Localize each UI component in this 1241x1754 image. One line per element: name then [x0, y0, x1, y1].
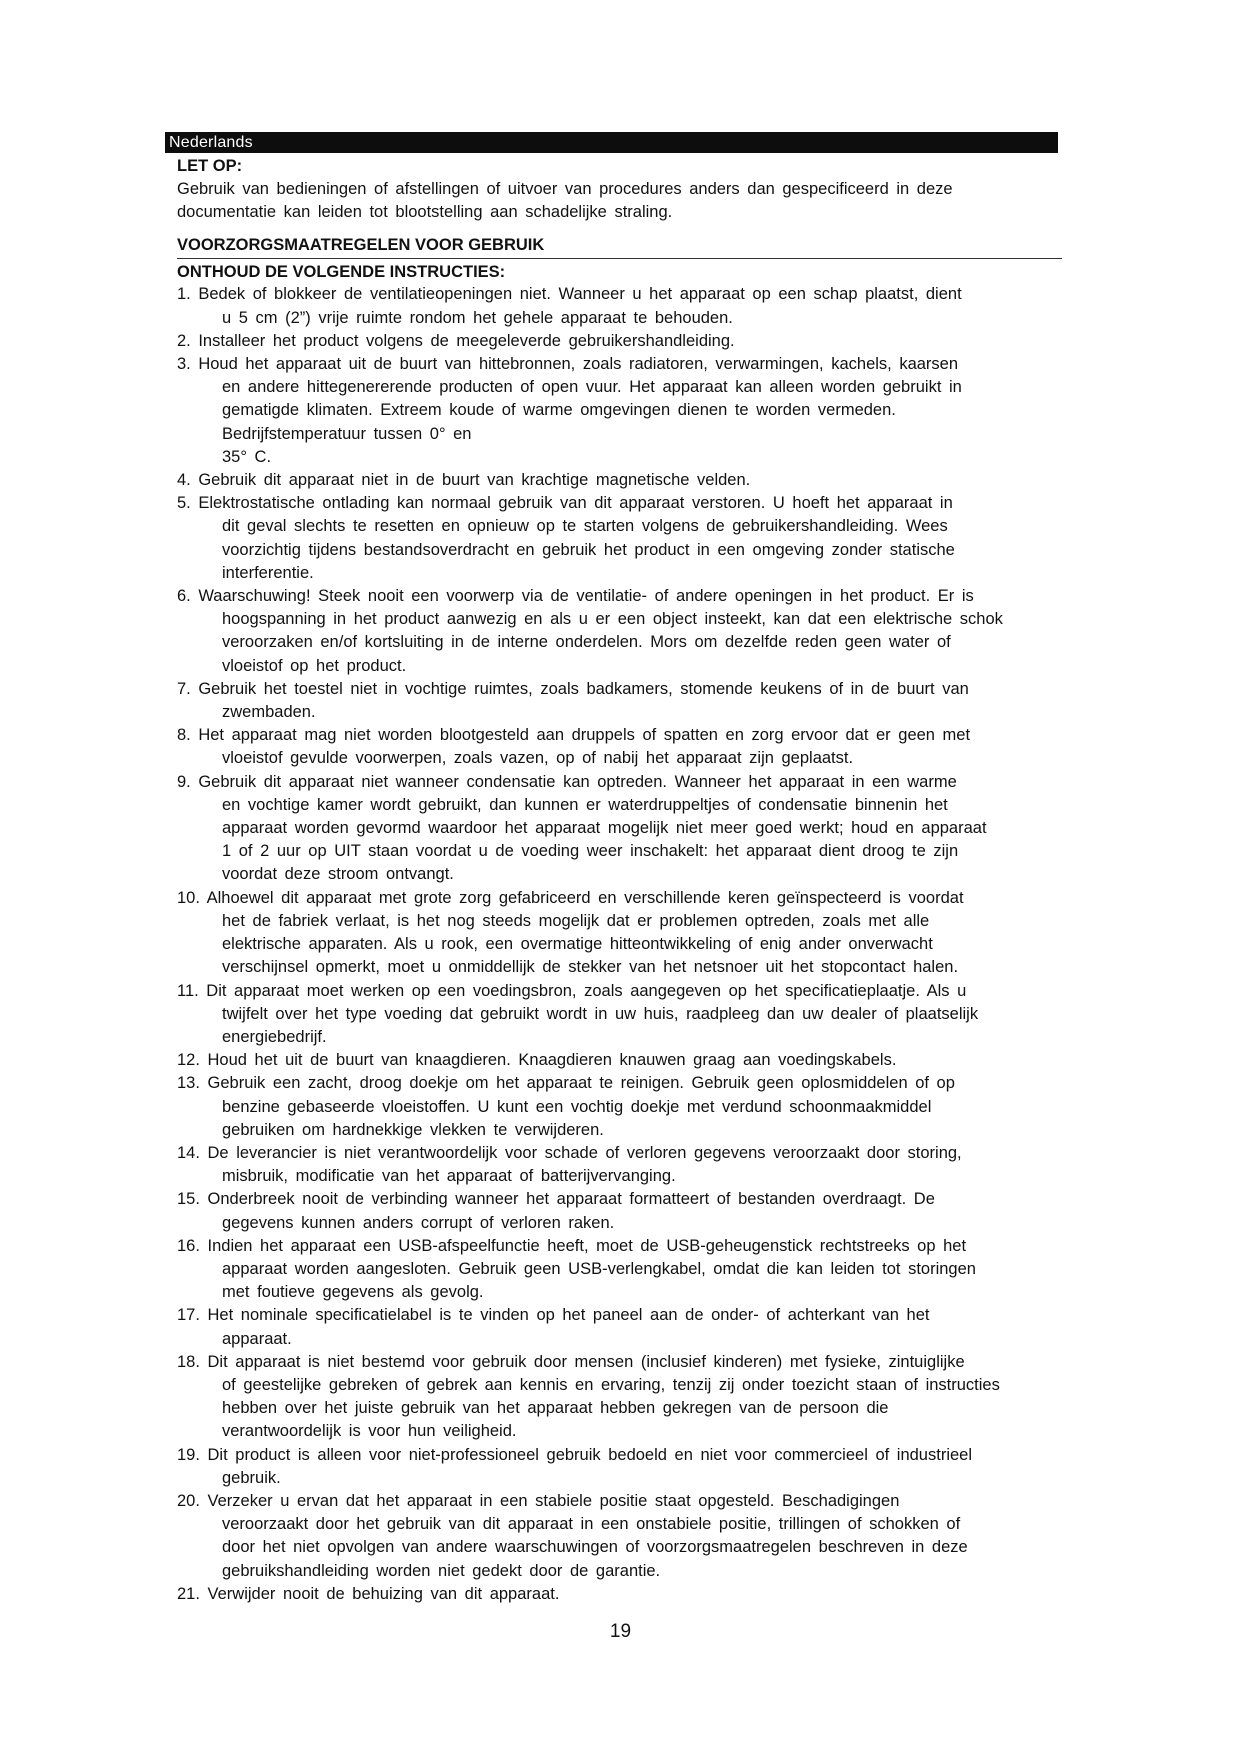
- list-item: [177, 1188, 1152, 1234]
- list-item: [177, 283, 1152, 329]
- list-item-text: 9. Gebruik dit apparaat niet wanneer condensatie kan optreden. Wanneer het apparaat in een warme: [177, 772, 957, 791]
- list-item-continuation: Bedrijfstemperatuur tussen 0° en: [222, 424, 472, 443]
- page-content: [177, 155, 1152, 1606]
- language-tab: Nederlands: [165, 132, 1058, 153]
- list-item-continuation: benzine gebaseerde vloeistoffen. U kunt een vochtig doekje met verdund schoonmaakmiddel: [222, 1097, 932, 1116]
- list-item-text: 5. Elektrostatische ontlading kan normaal gebruik van dit apparaat verstoren. U hoeft het apparaat in: [177, 494, 953, 513]
- list-item-continuation: gebruiken om hardnekkige vlekken te verwijderen.: [222, 1120, 604, 1139]
- list-item-continuation: gebruikshandleiding worden niet gedekt door de garantie.: [222, 1561, 661, 1580]
- list-item-continuation: verantwoordelijk is voor hun veiligheid.: [222, 1422, 517, 1441]
- list-item-continuation: gematigde klimaten. Extreem koude of warme omgevingen dienen te worden vermeden.: [222, 401, 896, 420]
- precautions-title: VOORZORGSMAATREGELEN VOOR GEBRUIK: [177, 234, 1062, 259]
- list-item-continuation: zwembaden.: [222, 703, 316, 722]
- list-item-continuation: apparaat.: [222, 1329, 292, 1348]
- list-item-continuation: voordat deze stroom ontvangt.: [222, 865, 454, 884]
- list-item: [177, 353, 1152, 469]
- list-item-text: 15. Onderbreek nooit de verbinding wanneer het apparaat formatteert of bestanden overdraagt. De: [177, 1190, 935, 1209]
- list-item-text: 13. Gebruik een zacht, droog doekje om het apparaat te reinigen. Gebruik geen oplosmiddelen of op: [177, 1074, 955, 1093]
- list-item-continuation: en andere hittegenererende producten of open vuur. Het apparaat kan alleen worden gebruikt in: [222, 378, 962, 397]
- list-item: [177, 771, 1152, 887]
- list-item: [177, 887, 1152, 980]
- list-item: [177, 1583, 1152, 1606]
- list-item-continuation: 35° C.: [222, 447, 272, 466]
- caution-text-line: documentatie kan leiden tot blootstelling aan schadelijke straling.: [177, 203, 673, 222]
- page-number: 19: [609, 1621, 632, 1642]
- list-item: [177, 1049, 1152, 1072]
- list-item-continuation: veroorzaken en/of kortsluiting in de interne onderdelen. Mors om dezelfde reden geen water of: [222, 633, 951, 652]
- list-item-text: 18. Dit apparaat is niet bestemd voor gebruik door mensen (inclusief kinderen) met fysieke, zintuiglijke: [177, 1352, 965, 1371]
- caution-text-line: Gebruik van bedieningen of afstellingen of uitvoer van procedures anders dan gespecificeerd in deze: [177, 180, 953, 198]
- list-item-continuation: hoogspanning in het product aanwezig en als u er een object insteekt, kan dat een elektrische schok: [222, 610, 1003, 629]
- list-item: [177, 492, 1152, 585]
- list-item-continuation: gegevens kunnen anders corrupt of verloren raken.: [222, 1213, 615, 1232]
- list-item-continuation: met foutieve gegevens als gevolg.: [222, 1283, 484, 1302]
- list-item-continuation: hebben over het juiste gebruik van het apparaat hebben gekregen van de persoon die: [222, 1399, 889, 1418]
- list-item-continuation: interferentie.: [222, 563, 314, 582]
- remember-title: ONTHOUD DE VOLGENDE INSTRUCTIES:: [177, 263, 506, 282]
- list-item: [177, 1490, 1152, 1583]
- caution-text: [177, 178, 1152, 224]
- list-item-continuation: gebruik.: [222, 1468, 281, 1487]
- list-item-continuation: apparaat worden gevormd waardoor het apparaat mogelijk niet meer goed werkt; houd en apparaat: [222, 819, 987, 838]
- list-item-text: 4. Gebruik dit apparaat niet in de buurt van krachtige magnetische velden.: [177, 471, 751, 490]
- list-item-text: 3. Houd het apparaat uit de buurt van hittebronnen, zoals radiatoren, verwarmingen, kachels, kaarsen: [177, 355, 959, 374]
- list-item-continuation: en vochtige kamer wordt gebruikt, dan kunnen er waterdruppeltjes of condensatie binnenin het: [222, 795, 948, 814]
- list-item-continuation: twijfelt over het type voeding dat gebruikt wordt in uw huis, raadpleeg dan uw dealer of plaatselijk: [222, 1004, 979, 1023]
- list-item-continuation: het de fabriek verlaat, is het nog steeds mogelijk dat er problemen optreden, zoals met alle: [222, 911, 930, 930]
- instructions-list: [177, 283, 1152, 1606]
- list-item-text: 8. Het apparaat mag niet worden blootgesteld aan druppels of spatten en zorg ervoor dat er geen met: [177, 726, 971, 745]
- list-item: [177, 1444, 1152, 1490]
- list-item-continuation: of geestelijke gebreken of gebrek aan kennis en ervaring, tenzij zij onder toezicht staan of instructies: [222, 1375, 1000, 1394]
- list-item: [177, 980, 1152, 1050]
- list-item-continuation: 1 of 2 uur op UIT staan voordat u de voeding weer inschakelt: het apparaat dient droog te zijn: [222, 842, 959, 861]
- list-item-text: 12. Houd het uit de buurt van knaagdieren. Knaagdieren knauwen graag aan voedingskabels.: [177, 1051, 897, 1070]
- list-item-continuation: vloeistof gevulde voorwerpen, zoals vazen, op of nabij het apparaat zijn geplaatst.: [222, 749, 854, 768]
- list-item-text: 20. Verzeker u ervan dat het apparaat in een stabiele positie staat opgesteld. Beschadigingen: [177, 1491, 900, 1510]
- list-item: [177, 1235, 1152, 1305]
- list-item-text: 21. Verwijder nooit de behuizing van dit apparaat.: [177, 1584, 560, 1603]
- list-item-continuation: elektrische apparaten. Als u rook, een overmatige hitteontwikkeling of enig ander onverwacht: [222, 935, 933, 954]
- list-item-text: 10. Alhoewel dit apparaat met grote zorg gefabriceerd en verschillende keren geïnspecteerd is voordat: [177, 888, 964, 907]
- list-item: [177, 1351, 1152, 1444]
- list-item-text: 7. Gebruik het toestel niet in vochtige ruimtes, zoals badkamers, stomende keukens of in de buurt van: [177, 679, 969, 698]
- list-item-continuation: door het niet opvolgen van andere waarschuwingen of voorzorgsmaatregelen beschreven in deze: [222, 1538, 968, 1557]
- list-item: [177, 1072, 1152, 1142]
- list-item: [177, 1304, 1152, 1350]
- list-item-text: 1. Bedek of blokkeer de ventilatieopeningen niet. Wanneer u het apparaat op een schap plaatst, dient: [177, 285, 962, 304]
- list-item: [177, 724, 1152, 770]
- list-item-text: 11. Dit apparaat moet werken op een voedingsbron, zoals aangegeven op het specificatieplaatje. Als u: [177, 981, 967, 1000]
- caution-heading: LET OP:: [177, 157, 243, 175]
- list-item-text: 2. Installeer het product volgens de meegeleverde gebruikershandleiding.: [177, 331, 735, 350]
- list-item-continuation: u 5 cm (2”) vrije ruimte rondom het gehele apparaat te behouden.: [222, 308, 733, 327]
- list-item: [177, 585, 1152, 678]
- list-item-text: 19. Dit product is alleen voor niet-professioneel gebruik bedoeld en niet voor commercieel of industrieel: [177, 1445, 972, 1464]
- list-item: [177, 678, 1152, 724]
- list-item-text: 17. Het nominale specificatielabel is te vinden op het paneel aan de onder- of achterkant van het: [177, 1306, 930, 1325]
- list-item-continuation: veroorzaakt door het gebruik van dit apparaat in een onstabiele positie, trillingen of schokken of: [222, 1515, 961, 1534]
- list-item-continuation: apparaat worden aangesloten. Gebruik geen USB-verlengkabel, omdat die kan leiden tot storingen: [222, 1259, 976, 1278]
- list-item-continuation: misbruik, modificatie van het apparaat of batterijvervanging.: [222, 1167, 676, 1186]
- list-item-text: 16. Indien het apparaat een USB-afspeelfunctie heeft, moet de USB-geheugenstick rechtstreeks op het: [177, 1236, 967, 1255]
- list-item-text: 6. Waarschuwing! Steek nooit een voorwerp via de ventilatie- of andere openingen in het product. Er is: [177, 587, 974, 606]
- list-item: [177, 1142, 1152, 1188]
- list-item-continuation: voorzichtig tijdens bestandsoverdracht en gebruik het product in een omgeving zonder statische: [222, 540, 955, 559]
- list-item-continuation: energiebedrijf.: [222, 1027, 327, 1046]
- list-item-continuation: verschijnsel opmerkt, moet u onmiddellijk de stekker van het netsnoer uit het stopcontact halen.: [222, 958, 959, 977]
- list-item-continuation: vloeistof op het product.: [222, 656, 407, 675]
- list-item: [177, 330, 1152, 353]
- list-item-continuation: dit geval slechts te resetten en opnieuw op te starten volgens de gebruikershandleiding. Wees: [222, 517, 948, 536]
- list-item: [177, 469, 1152, 492]
- list-item-text: 14. De leverancier is niet verantwoordelijk voor schade of verloren gegevens veroorzaakt door storing,: [177, 1143, 962, 1162]
